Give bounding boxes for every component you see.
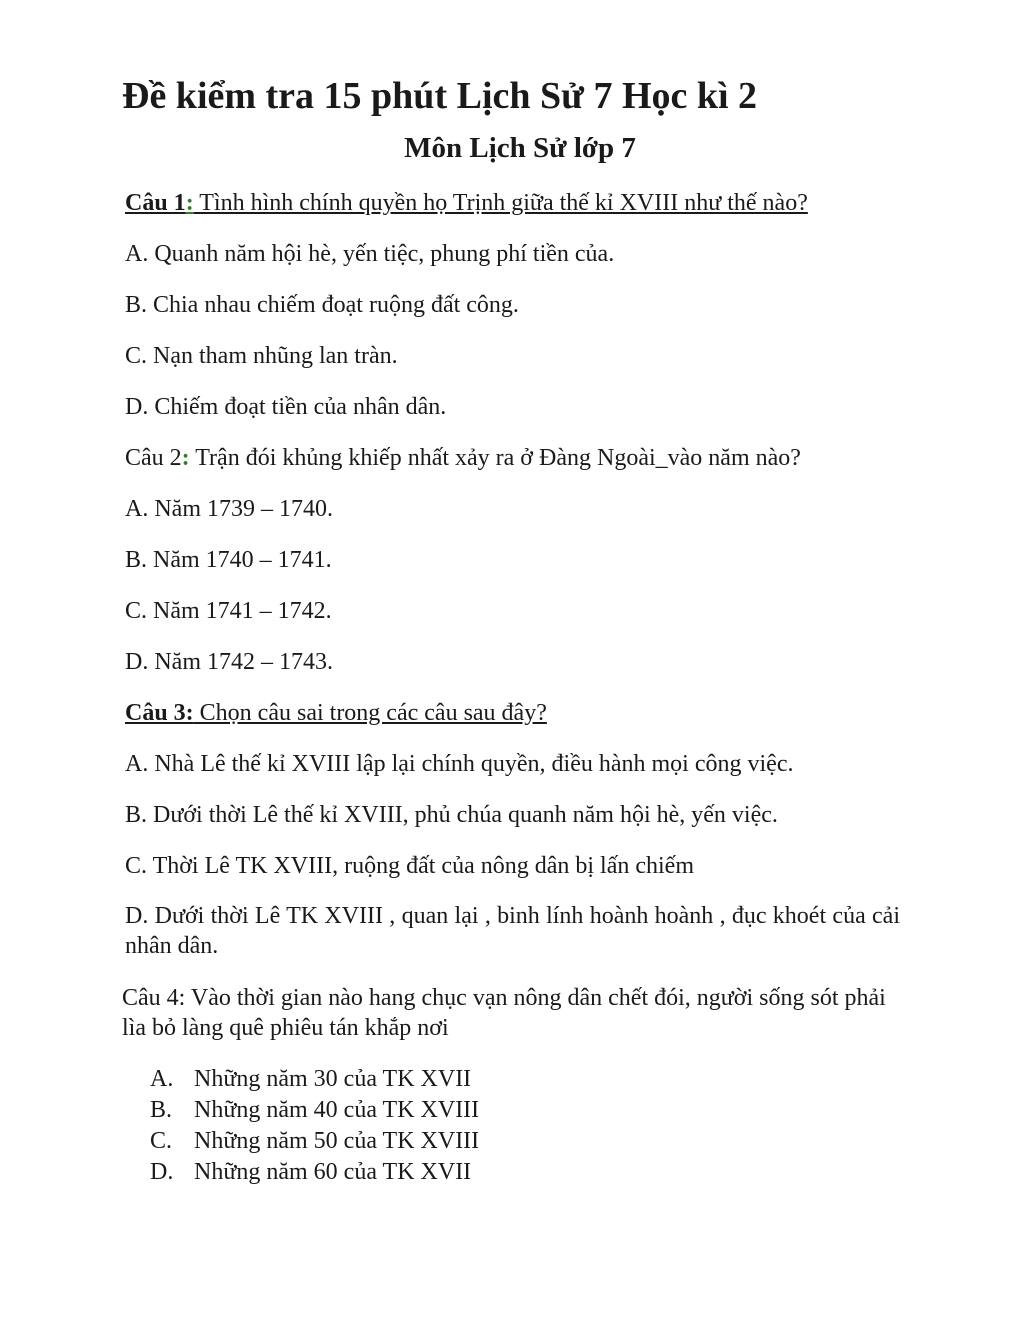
question-3-text: Chọn câu sai trong các câu sau đây? [193,700,547,726]
question-1-text: Tình hình chính quyền họ Trịnh giữa thế kỉ XVIII như thế nào? [193,190,808,216]
question-2-option-a: A. Năm 1739 – 1740. [125,496,333,522]
question-2-label: Câu 2 [125,445,182,471]
question-2 [125,443,801,473]
question-2-option-b: B. Năm 1740 – 1741. [125,547,332,573]
question-1-label: Câu 1 [125,190,186,216]
question-1-option-b: B. Chia nhau chiếm đoạt ruộng đất công. [125,292,519,318]
question-2-text: Trận đói khủng khiếp nhất xảy ra ở Đàng Ngoài_vào năm nào? [189,445,801,471]
option-text: Những năm 30 của TK XVII [194,1066,472,1092]
option-text: Những năm 50 của TK XVIII [194,1128,480,1154]
question-1-option-a: A. Quanh năm hội hè, yến tiệc, phung phí tiền của. [125,241,615,267]
question-4-option-a [150,1064,479,1095]
question-1 [125,188,808,218]
question-4-option-b [150,1095,479,1126]
question-2-colon: : [181,445,190,471]
question-1-option-c: C. Nạn tham nhũng lan tràn. [125,343,398,369]
question-3-option-b: B. Dưới thời Lê thế kỉ XVIII, phủ chúa quanh năm hội hè, yến việc. [125,802,778,828]
option-text: Những năm 60 của TK XVII [194,1159,472,1185]
question-4-option-d [150,1157,479,1188]
option-letter: B. [150,1097,173,1123]
option-letter: D. [150,1159,174,1185]
question-3-option-d: D. Dưới thời Lê TK XVIII , quan lại , binh lính hoành hoành , đục khoét của cải nhân dân. [125,903,900,959]
question-1-colon: : [185,190,194,216]
question-3-option-c: C. Thời Lê TK XVIII, ruộng đất của nông dân bị lấn chiếm [125,853,695,879]
question-4-options [150,1064,479,1188]
question-2-option-c: C. Năm 1741 – 1742. [125,598,332,624]
option-letter: C. [150,1128,173,1154]
page-subtitle: Môn Lịch Sử lớp 7 [404,132,636,164]
option-text: Những năm 40 của TK XVIII [194,1097,480,1123]
question-3-option-a: A. Nhà Lê thế kỉ XVIII lập lại chính quyền, điều hành mọi công việc. [125,751,794,777]
question-4-option-c [150,1126,479,1157]
question-3 [125,698,547,728]
question-2-option-d: D. Năm 1742 – 1743. [125,649,333,675]
question-4: Câu 4: Vào thời gian nào hang chục vạn nông dân chết đói, người sống sót phải lìa bỏ làng quê phiêu tán khắp nơi [122,985,886,1041]
option-letter: A. [150,1066,174,1092]
page-title: Đề kiểm tra 15 phút Lịch Sử 7 Học kì 2 [122,75,758,117]
question-3-label: Câu 3: [125,700,194,726]
question-1-option-d: D. Chiếm đoạt tiền của nhân dân. [125,394,447,420]
